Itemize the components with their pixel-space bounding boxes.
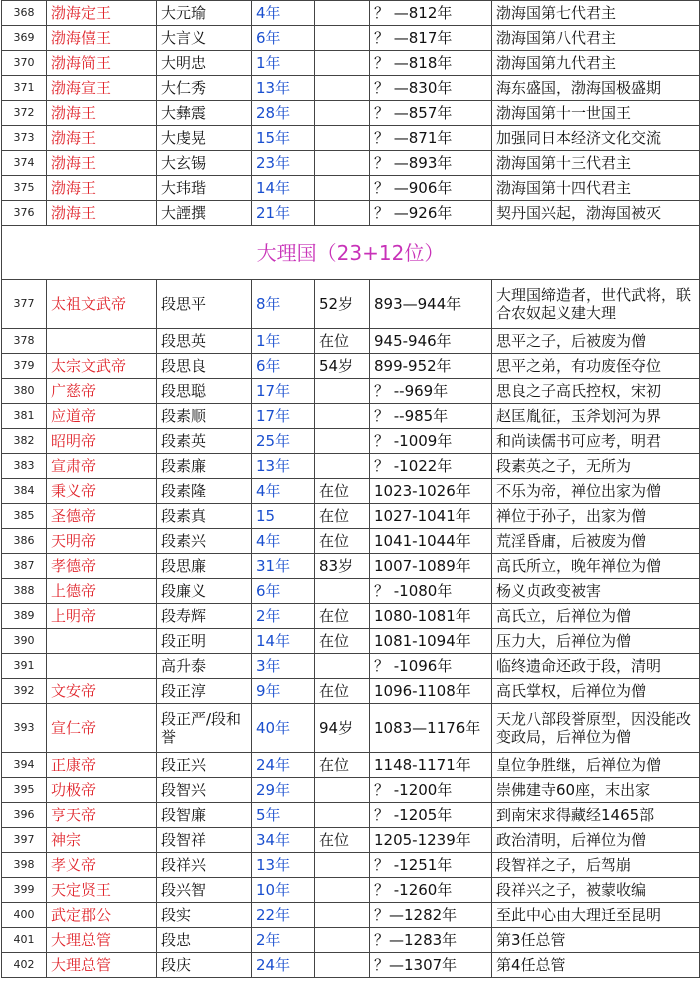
ruler-note: 大理国缔造者，世代武将，联合农奴起义建大理 bbox=[492, 280, 700, 329]
ruler-note: 高氏掌权，后禅位为僧 bbox=[492, 679, 700, 704]
ruler-age: 在位 bbox=[315, 329, 370, 354]
ruler-age bbox=[315, 853, 370, 878]
table-row bbox=[2, 778, 700, 803]
ruler-title: 太祖文武帝 bbox=[47, 280, 157, 329]
reign-length: 2年 bbox=[252, 604, 315, 629]
ruler-name: 段思聪 bbox=[157, 379, 252, 404]
table-row bbox=[2, 828, 700, 853]
reign-period: ？ -1022年 bbox=[370, 454, 492, 479]
ruler-note: 契丹国兴起，渤海国被灭 bbox=[492, 201, 700, 226]
ruler-note: 临终遗命还政于段，清明 bbox=[492, 654, 700, 679]
ruler-title: 太宗文武帝 bbox=[47, 354, 157, 379]
table-row bbox=[2, 679, 700, 704]
reign-length: 6年 bbox=[252, 354, 315, 379]
reign-length: 17年 bbox=[252, 404, 315, 429]
ruler-name: 段正明 bbox=[157, 629, 252, 654]
reign-period: 1096-1108年 bbox=[370, 679, 492, 704]
table-row bbox=[2, 51, 700, 76]
row-number: 369 bbox=[2, 26, 47, 51]
ruler-title: 天明帝 bbox=[47, 529, 157, 554]
table-row bbox=[2, 604, 700, 629]
table-row bbox=[2, 76, 700, 101]
ruler-age bbox=[315, 654, 370, 679]
reign-period: ？ -1096年 bbox=[370, 654, 492, 679]
reign-length: 13年 bbox=[252, 454, 315, 479]
reign-period: 893—944年 bbox=[370, 280, 492, 329]
row-number: 384 bbox=[2, 479, 47, 504]
table-row bbox=[2, 26, 700, 51]
reign-period: 1023-1026年 bbox=[370, 479, 492, 504]
reign-period: ？ -1205年 bbox=[370, 803, 492, 828]
reign-length: 13年 bbox=[252, 853, 315, 878]
ruler-title: 渤海简王 bbox=[47, 51, 157, 76]
ruler-title: 大理总管 bbox=[47, 953, 157, 978]
reign-period: ？ —830年 bbox=[370, 76, 492, 101]
ruler-title: 宣肃帝 bbox=[47, 454, 157, 479]
reign-length: 4年 bbox=[252, 479, 315, 504]
ruler-name: 大彝震 bbox=[157, 101, 252, 126]
row-number: 402 bbox=[2, 953, 47, 978]
ruler-note: 段素英之子，无所为 bbox=[492, 454, 700, 479]
reign-length: 3年 bbox=[252, 654, 315, 679]
ruler-name: 段素隆 bbox=[157, 479, 252, 504]
row-number: 398 bbox=[2, 853, 47, 878]
ruler-name: 段正兴 bbox=[157, 753, 252, 778]
ruler-age bbox=[315, 454, 370, 479]
reign-period: ？—1283年 bbox=[370, 928, 492, 953]
ruler-age: 54岁 bbox=[315, 354, 370, 379]
ruler-note: 荒淫昏庸，后被废为僧 bbox=[492, 529, 700, 554]
ruler-title: 渤海宣王 bbox=[47, 76, 157, 101]
ruler-note: 杨义贞政变被害 bbox=[492, 579, 700, 604]
ruler-title: 渤海王 bbox=[47, 126, 157, 151]
ruler-note: 不乐为帝，禅位出家为僧 bbox=[492, 479, 700, 504]
ruler-title: 宣仁帝 bbox=[47, 704, 157, 753]
ruler-note: 赵匡胤征，玉斧划河为界 bbox=[492, 404, 700, 429]
reign-length: 4年 bbox=[252, 1, 315, 26]
reign-period: 1027-1041年 bbox=[370, 504, 492, 529]
row-number: 372 bbox=[2, 101, 47, 126]
row-number: 386 bbox=[2, 529, 47, 554]
table-row bbox=[2, 928, 700, 953]
ruler-note: 高氏立，后禅位为僧 bbox=[492, 604, 700, 629]
ruler-note: 渤海国第十一世国王 bbox=[492, 101, 700, 126]
ruler-title: 神宗 bbox=[47, 828, 157, 853]
ruler-age bbox=[315, 51, 370, 76]
table-row bbox=[2, 654, 700, 679]
row-number: 399 bbox=[2, 878, 47, 903]
ruler-note: 天龙八部段誉原型，因没能改变政局，后禅位为僧 bbox=[492, 704, 700, 753]
ruler-title: 文安帝 bbox=[47, 679, 157, 704]
ruler-name: 段素兴 bbox=[157, 529, 252, 554]
table-row bbox=[2, 280, 700, 329]
ruler-title: 渤海僖王 bbox=[47, 26, 157, 51]
reign-period: 1205-1239年 bbox=[370, 828, 492, 853]
reign-length: 17年 bbox=[252, 379, 315, 404]
reign-length: 5年 bbox=[252, 803, 315, 828]
row-number: 392 bbox=[2, 679, 47, 704]
ruler-age bbox=[315, 928, 370, 953]
reign-length: 24年 bbox=[252, 953, 315, 978]
row-number: 368 bbox=[2, 1, 47, 26]
table-row bbox=[2, 878, 700, 903]
ruler-age bbox=[315, 26, 370, 51]
ruler-note: 思平之子，后被废为僧 bbox=[492, 329, 700, 354]
ruler-name: 段正淳 bbox=[157, 679, 252, 704]
reign-period: ？ —871年 bbox=[370, 126, 492, 151]
ruler-name: 段兴智 bbox=[157, 878, 252, 903]
row-number: 374 bbox=[2, 151, 47, 176]
ruler-name: 段智祥 bbox=[157, 828, 252, 853]
reign-length: 9年 bbox=[252, 679, 315, 704]
reign-period: ？ —857年 bbox=[370, 101, 492, 126]
ruler-note: 崇佛建寺60座，末出家 bbox=[492, 778, 700, 803]
ruler-name: 大玄锡 bbox=[157, 151, 252, 176]
reign-period: ？ -1200年 bbox=[370, 778, 492, 803]
reign-length: 34年 bbox=[252, 828, 315, 853]
ruler-name: 高升泰 bbox=[157, 654, 252, 679]
rulers-table bbox=[1, 0, 700, 978]
reign-length: 15 bbox=[252, 504, 315, 529]
row-number: 383 bbox=[2, 454, 47, 479]
ruler-title: 上明帝 bbox=[47, 604, 157, 629]
table-row bbox=[2, 201, 700, 226]
table-row bbox=[2, 126, 700, 151]
ruler-title: 正康帝 bbox=[47, 753, 157, 778]
row-number: 377 bbox=[2, 280, 47, 329]
table-row bbox=[2, 704, 700, 753]
ruler-name: 大元瑜 bbox=[157, 1, 252, 26]
table-row bbox=[2, 329, 700, 354]
row-number: 379 bbox=[2, 354, 47, 379]
ruler-name: 大仁秀 bbox=[157, 76, 252, 101]
ruler-age bbox=[315, 379, 370, 404]
table-row bbox=[2, 529, 700, 554]
row-number: 397 bbox=[2, 828, 47, 853]
row-number: 394 bbox=[2, 753, 47, 778]
ruler-age: 在位 bbox=[315, 629, 370, 654]
ruler-age bbox=[315, 878, 370, 903]
row-number: 380 bbox=[2, 379, 47, 404]
reign-length: 31年 bbox=[252, 554, 315, 579]
reign-period: 1148-1171年 bbox=[370, 753, 492, 778]
reign-length: 2年 bbox=[252, 928, 315, 953]
ruler-name: 段思良 bbox=[157, 354, 252, 379]
ruler-name: 段正严/段和誉 bbox=[157, 704, 252, 753]
ruler-title bbox=[47, 654, 157, 679]
row-number: 400 bbox=[2, 903, 47, 928]
ruler-title: 亨天帝 bbox=[47, 803, 157, 828]
ruler-age: 94岁 bbox=[315, 704, 370, 753]
reign-period: ？ —893年 bbox=[370, 151, 492, 176]
ruler-name: 段忠 bbox=[157, 928, 252, 953]
ruler-name: 段智兴 bbox=[157, 778, 252, 803]
reign-period: 1041-1044年 bbox=[370, 529, 492, 554]
ruler-title: 渤海王 bbox=[47, 151, 157, 176]
reign-length: 1年 bbox=[252, 329, 315, 354]
row-number: 371 bbox=[2, 76, 47, 101]
reign-period: ？ --969年 bbox=[370, 379, 492, 404]
table-row bbox=[2, 803, 700, 828]
table-row bbox=[2, 953, 700, 978]
table-row bbox=[2, 176, 700, 201]
ruler-note: 至此中心由大理迁至昆明 bbox=[492, 903, 700, 928]
ruler-note: 思良之子高氏控权，宋初 bbox=[492, 379, 700, 404]
ruler-note: 渤海国第十四代君主 bbox=[492, 176, 700, 201]
ruler-age bbox=[315, 579, 370, 604]
ruler-age: 52岁 bbox=[315, 280, 370, 329]
ruler-age: 在位 bbox=[315, 479, 370, 504]
reign-period: ？—1307年 bbox=[370, 953, 492, 978]
reign-length: 21年 bbox=[252, 201, 315, 226]
reign-length: 14年 bbox=[252, 629, 315, 654]
row-number: 396 bbox=[2, 803, 47, 828]
ruler-title: 武定郡公 bbox=[47, 903, 157, 928]
reign-period: 1007-1089年 bbox=[370, 554, 492, 579]
ruler-age bbox=[315, 101, 370, 126]
row-number: 370 bbox=[2, 51, 47, 76]
reign-period: ？ -1080年 bbox=[370, 579, 492, 604]
row-number: 387 bbox=[2, 554, 47, 579]
table-row bbox=[2, 554, 700, 579]
rulers-table-body bbox=[2, 1, 700, 978]
row-number: 375 bbox=[2, 176, 47, 201]
reign-period: 945-946年 bbox=[370, 329, 492, 354]
reign-period: ？ —812年 bbox=[370, 1, 492, 26]
ruler-note: 段智祥之子，后驾崩 bbox=[492, 853, 700, 878]
ruler-name: 段思英 bbox=[157, 329, 252, 354]
reign-length: 10年 bbox=[252, 878, 315, 903]
table-row bbox=[2, 903, 700, 928]
ruler-age bbox=[315, 176, 370, 201]
ruler-name: 段素廉 bbox=[157, 454, 252, 479]
ruler-name: 段思廉 bbox=[157, 554, 252, 579]
ruler-age bbox=[315, 1, 370, 26]
table-row bbox=[2, 479, 700, 504]
table-row bbox=[2, 629, 700, 654]
reign-period: 1083—1176年 bbox=[370, 704, 492, 753]
ruler-title: 渤海定王 bbox=[47, 1, 157, 26]
ruler-age bbox=[315, 778, 370, 803]
ruler-name: 段廉义 bbox=[157, 579, 252, 604]
ruler-age: 在位 bbox=[315, 529, 370, 554]
ruler-age bbox=[315, 151, 370, 176]
ruler-title: 上德帝 bbox=[47, 579, 157, 604]
ruler-note: 第3任总管 bbox=[492, 928, 700, 953]
ruler-age bbox=[315, 404, 370, 429]
ruler-title: 广慈帝 bbox=[47, 379, 157, 404]
table-row bbox=[2, 354, 700, 379]
ruler-note: 和尚读儒书可应考，明君 bbox=[492, 429, 700, 454]
table-row bbox=[2, 753, 700, 778]
reign-period: ？—1282年 bbox=[370, 903, 492, 928]
reign-length: 13年 bbox=[252, 76, 315, 101]
ruler-age: 在位 bbox=[315, 504, 370, 529]
reign-period: ？ —817年 bbox=[370, 26, 492, 51]
ruler-age: 在位 bbox=[315, 679, 370, 704]
ruler-name: 段智廉 bbox=[157, 803, 252, 828]
ruler-note: 到南宋求得藏经1465部 bbox=[492, 803, 700, 828]
row-number: 373 bbox=[2, 126, 47, 151]
table-row bbox=[2, 579, 700, 604]
reign-period: ？ --985年 bbox=[370, 404, 492, 429]
reign-length: 8年 bbox=[252, 280, 315, 329]
reign-length: 6年 bbox=[252, 579, 315, 604]
ruler-note: 渤海国第八代君主 bbox=[492, 26, 700, 51]
ruler-name: 段庆 bbox=[157, 953, 252, 978]
reign-length: 22年 bbox=[252, 903, 315, 928]
ruler-note: 第4任总管 bbox=[492, 953, 700, 978]
reign-period: ？ —926年 bbox=[370, 201, 492, 226]
ruler-note: 渤海国第七代君主 bbox=[492, 1, 700, 26]
ruler-age bbox=[315, 201, 370, 226]
ruler-note: 加强同日本经济文化交流 bbox=[492, 126, 700, 151]
ruler-name: 大明忠 bbox=[157, 51, 252, 76]
ruler-note: 皇位争胜继，后禅位为僧 bbox=[492, 753, 700, 778]
ruler-name: 大玮瑎 bbox=[157, 176, 252, 201]
reign-length: 23年 bbox=[252, 151, 315, 176]
ruler-title: 渤海王 bbox=[47, 201, 157, 226]
reign-period: 899-952年 bbox=[370, 354, 492, 379]
ruler-title: 圣德帝 bbox=[47, 504, 157, 529]
reign-length: 1年 bbox=[252, 51, 315, 76]
ruler-title: 功极帝 bbox=[47, 778, 157, 803]
ruler-title: 天定贤王 bbox=[47, 878, 157, 903]
row-number: 391 bbox=[2, 654, 47, 679]
ruler-note: 压力大，后禅位为僧 bbox=[492, 629, 700, 654]
ruler-name: 段素英 bbox=[157, 429, 252, 454]
ruler-age bbox=[315, 126, 370, 151]
section-title: 大理国（23+12位） bbox=[2, 226, 700, 280]
row-number: 381 bbox=[2, 404, 47, 429]
section-header-row bbox=[2, 226, 700, 280]
row-number: 390 bbox=[2, 629, 47, 654]
reign-length: 29年 bbox=[252, 778, 315, 803]
table-row bbox=[2, 151, 700, 176]
ruler-note: 禅位于孙子，出家为僧 bbox=[492, 504, 700, 529]
reign-length: 28年 bbox=[252, 101, 315, 126]
ruler-title: 渤海王 bbox=[47, 176, 157, 201]
ruler-name: 段思平 bbox=[157, 280, 252, 329]
reign-length: 14年 bbox=[252, 176, 315, 201]
ruler-title: 大理总管 bbox=[47, 928, 157, 953]
table-row bbox=[2, 429, 700, 454]
ruler-name: 大虔晃 bbox=[157, 126, 252, 151]
ruler-title: 秉义帝 bbox=[47, 479, 157, 504]
ruler-title: 孝义帝 bbox=[47, 853, 157, 878]
reign-length: 6年 bbox=[252, 26, 315, 51]
table-row bbox=[2, 454, 700, 479]
ruler-name: 段祥兴 bbox=[157, 853, 252, 878]
ruler-note: 海东盛国，渤海国极盛期 bbox=[492, 76, 700, 101]
reign-period: ？ —906年 bbox=[370, 176, 492, 201]
ruler-title: 渤海王 bbox=[47, 101, 157, 126]
reign-period: ？ -1251年 bbox=[370, 853, 492, 878]
table-row bbox=[2, 379, 700, 404]
ruler-title bbox=[47, 329, 157, 354]
reign-period: 1080-1081年 bbox=[370, 604, 492, 629]
ruler-age: 在位 bbox=[315, 828, 370, 853]
ruler-age bbox=[315, 429, 370, 454]
row-number: 395 bbox=[2, 778, 47, 803]
row-number: 385 bbox=[2, 504, 47, 529]
table-row bbox=[2, 504, 700, 529]
ruler-age: 在位 bbox=[315, 604, 370, 629]
ruler-note: 段祥兴之子，被蒙收编 bbox=[492, 878, 700, 903]
ruler-note: 渤海国第九代君主 bbox=[492, 51, 700, 76]
reign-length: 25年 bbox=[252, 429, 315, 454]
row-number: 388 bbox=[2, 579, 47, 604]
ruler-age bbox=[315, 953, 370, 978]
ruler-note: 思平之弟，有功废侄夺位 bbox=[492, 354, 700, 379]
ruler-title: 孝德帝 bbox=[47, 554, 157, 579]
row-number: 401 bbox=[2, 928, 47, 953]
reign-length: 15年 bbox=[252, 126, 315, 151]
reign-period: ？ -1009年 bbox=[370, 429, 492, 454]
row-number: 389 bbox=[2, 604, 47, 629]
ruler-age: 83岁 bbox=[315, 554, 370, 579]
row-number: 378 bbox=[2, 329, 47, 354]
ruler-age bbox=[315, 903, 370, 928]
row-number: 393 bbox=[2, 704, 47, 753]
ruler-name: 段寿辉 bbox=[157, 604, 252, 629]
ruler-age: 在位 bbox=[315, 753, 370, 778]
reign-period: ？ —818年 bbox=[370, 51, 492, 76]
ruler-name: 大諲撰 bbox=[157, 201, 252, 226]
ruler-age bbox=[315, 76, 370, 101]
table-row bbox=[2, 1, 700, 26]
ruler-name: 段素顺 bbox=[157, 404, 252, 429]
ruler-title: 应道帝 bbox=[47, 404, 157, 429]
ruler-name: 段素真 bbox=[157, 504, 252, 529]
reign-length: 24年 bbox=[252, 753, 315, 778]
row-number: 376 bbox=[2, 201, 47, 226]
row-number: 382 bbox=[2, 429, 47, 454]
reign-length: 4年 bbox=[252, 529, 315, 554]
ruler-age bbox=[315, 803, 370, 828]
ruler-title: 昭明帝 bbox=[47, 429, 157, 454]
ruler-name: 大言义 bbox=[157, 26, 252, 51]
ruler-name: 段实 bbox=[157, 903, 252, 928]
ruler-note: 高氏所立，晚年禅位为僧 bbox=[492, 554, 700, 579]
table-row bbox=[2, 101, 700, 126]
reign-period: 1081-1094年 bbox=[370, 629, 492, 654]
table-row bbox=[2, 853, 700, 878]
table-row bbox=[2, 404, 700, 429]
ruler-note: 政治清明，后禅位为僧 bbox=[492, 828, 700, 853]
ruler-title bbox=[47, 629, 157, 654]
reign-period: ？ -1260年 bbox=[370, 878, 492, 903]
reign-length: 40年 bbox=[252, 704, 315, 753]
ruler-note: 渤海国第十三代君主 bbox=[492, 151, 700, 176]
